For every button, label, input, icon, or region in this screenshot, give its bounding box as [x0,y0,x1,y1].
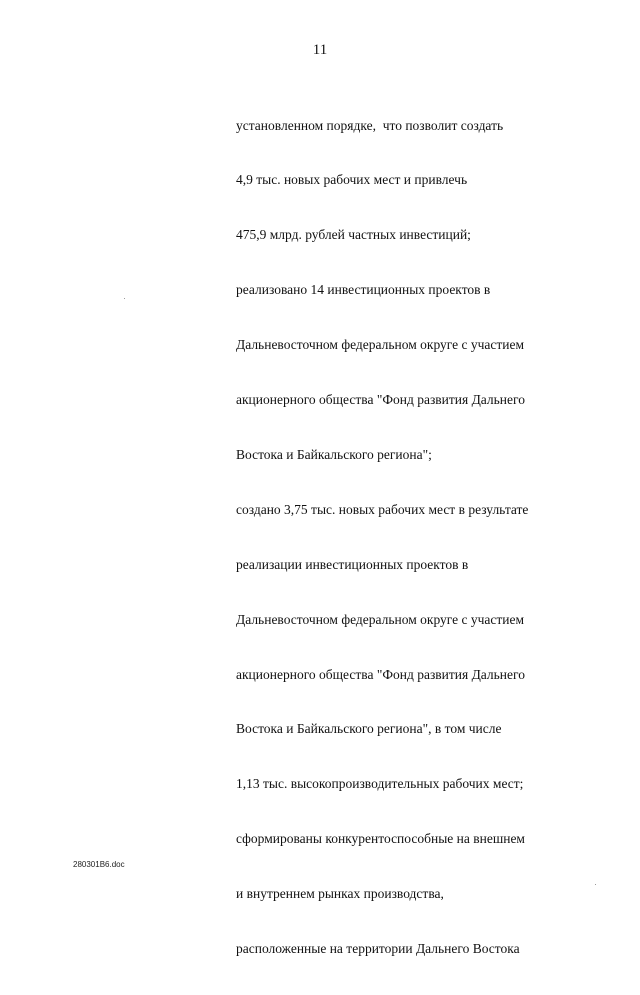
text-line: акционерного общества "Фонд развития Дальнего [236,392,525,408]
text-line: 4,9 тыс. новых рабочих мест и привлечь [236,172,468,188]
text-line: Востока и Байкальского региона"; [236,446,432,462]
text-line: установленном порядке, что позволит создать [236,117,504,133]
text-line: реализовано 14 инвестиционных проектов в [236,282,491,298]
page-number: 11 [312,42,328,58]
text-line: и внутреннем рынках производства, [236,886,444,902]
text-line: акционерного общества "Фонд развития Дальнего [236,666,525,682]
text-line: Дальневосточном федеральном округе с участием [236,611,525,627]
body-text [236,80,576,995]
text-line: расположенные на территории Дальнего Востока [236,940,520,956]
text-line: Востока и Байкальского региона", в том числе [236,721,502,737]
text-line: реализации инвестиционных проектов в [236,556,469,572]
text-line: 475,9 млрд. рублей частных инвестиций; [236,227,471,243]
text-line: Дальневосточном федеральном округе с участием [236,337,525,353]
scan-speck [124,298,125,299]
text-line: создано 3,75 тыс. новых рабочих мест в результате [236,501,529,517]
footer-filename: 280301B6.doc [73,860,125,869]
text-line: 1,13 тыс. высокопроизводительных рабочих мест; [236,776,524,792]
text-line: сформированы конкурентоспособные на внешнем [236,831,525,847]
scan-speck [595,884,596,885]
